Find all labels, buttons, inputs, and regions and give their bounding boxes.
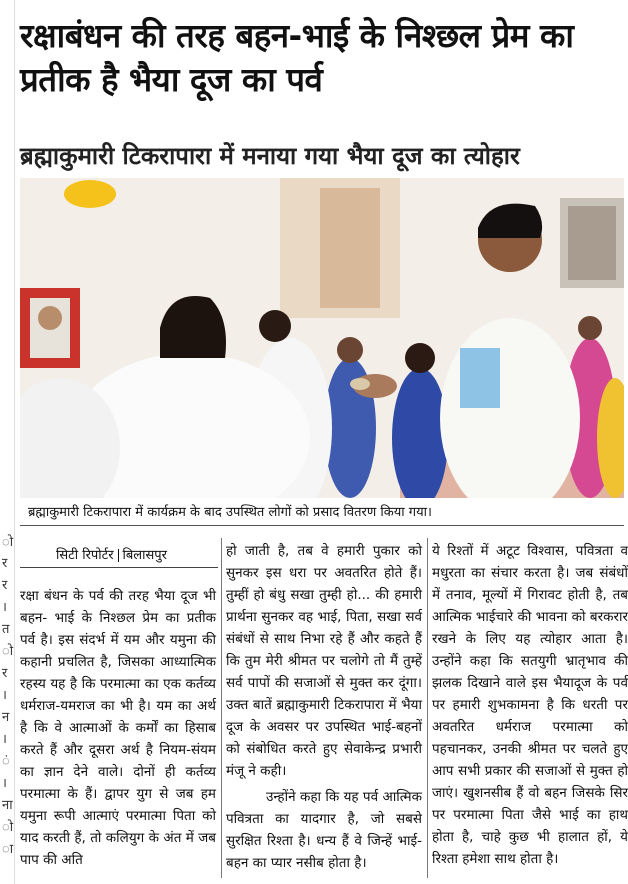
edge-glyph: र (2, 556, 8, 571)
edge-glyph: । (2, 732, 7, 747)
edge-glyph: । (2, 776, 7, 791)
headline: रक्षाबंधन की तरह बहन-भाई के निश्छल प्रेम का प्रतीक है भैया दूज का पर्व (20, 16, 574, 99)
byline-rule (20, 567, 218, 568)
edge-glyph: र (2, 578, 8, 593)
edge-glyph: ा (2, 842, 14, 857)
edge-glyph: त (2, 622, 10, 637)
byline-city: बिलासपुर (122, 548, 167, 563)
reporter-name: सिटी रिपोर्टर (56, 548, 114, 563)
news-photo (20, 178, 624, 498)
article-column-3: ये रिश्तों में अटूट विश्वास, पवित्रता व मधुरता का संचार करता है। जब संबंधों में तनाव, मूल्यों में गिरावट होती है, तब आत्मिक भाईचारे की भावना को बरकरार रखने के लिए यह त्योहार आता है। उन्होंने कहा कि सतयुगी भ्रातृभाव की झलक दिखाने वाले इस भैयादूज के पर्व पर हमारी शुभकामना है कि धरती पर अवतरित धर्मराज परमात्मा को पहचानकर, उनकी श्रीमत पर चलते हुए आप सभी प्रकार की सजाओं से मुक्त हो जाएं। खुशनसीब हैं वो बहन जिसके सिर पर परमात्मा पिता जैसे भाई का हाथ होता है, चाहे कुछ भी हालात हों, ये रिश्ता हमेशा साथ होता है। (432, 543, 628, 867)
edge-glyph: र (2, 666, 8, 681)
edge-glyph: ो (2, 644, 14, 659)
photo-caption: ब्रह्माकुमारी टिकरापारा में कार्यक्रम के बाद उपस्थित लोगों को प्रसाद वितरण किया गया। (20, 500, 624, 526)
article-paragraph: हो जाती है, तब वे हमारी पुकार को सुनकर इस धरा पर अवतरित होते हैं। तुम्हीं हो बंधु सखा तुम्ही हो... की हमारी प्रार्थना सुनकर वह भाई, पिता, सखा सर्व संबंधों से साथ निभा रहे हैं और कहते हैं कि तुम मेरी श्रीमत पर चलोगे तो मैं तुम्हें सर्व पापों की सजाओं से मुक्त कर दूंगा। उक्त बातें ब्रह्माकुमारी टिकरापारा में भैया दूज के अवसर पर उपस्थित भाई-बहनों को संबोधित करते हुए सेवाकेन्द्र प्रभारी मंजू ने कही। (226, 543, 422, 779)
photo-illustration (20, 178, 624, 498)
article-column-1: रक्षा बंधन के पर्व की तरह भैया दूज भी बहन- भाई के निश्छल प्रेम का प्रतीक पर्व है। इस संदर्भ में यम और यमुना की कहानी प्रचलित है, जिसका आध्यात्मिक रहस्य यह है कि परमात्मा का एक कर्तव्य धर्मराज-यमराज का भी है। यम का अर्थ है कि वे आत्माओं के कर्मों का हिसाब करते हैं और दूसरा अर्थ है नियम-संयम का ज्ञान देने वाले। दोनों ही कर्तव्य परमात्मा के हैं। द्वापर युग से जब हम यमुना रूपी आत्माएं परमात्मा पिता को याद करती हैं, तो कलियुग के अंत में जब पाप की अति (20, 588, 216, 868)
edge-glyph: ना (2, 798, 13, 813)
edge-glyph: ं (2, 754, 10, 769)
column-divider (427, 538, 428, 878)
edge-glyph: ो (2, 820, 14, 835)
edge-glyph: ो (2, 535, 14, 550)
byline-divider (118, 549, 119, 562)
edge-glyph: । (2, 600, 7, 615)
left-edge-strip (0, 0, 15, 884)
edge-glyph: न (2, 710, 10, 725)
subheadline: ब्रह्माकुमारी टिकरापारा में मनाया गया भैया दूज का त्योहार (20, 142, 520, 170)
column-divider (221, 538, 222, 878)
edge-glyph: । (2, 688, 7, 703)
article-column-2 (226, 540, 422, 874)
article-paragraph: उन्होंने कहा कि यह पर्व आत्मिक पवित्रता का यादगार है, जो सबसे सुरक्षित रिश्ता है। धन्य हैं वे जिन्हें भाई-बहन का प्यार नसीब होता है। (226, 789, 422, 871)
byline (56, 545, 167, 563)
